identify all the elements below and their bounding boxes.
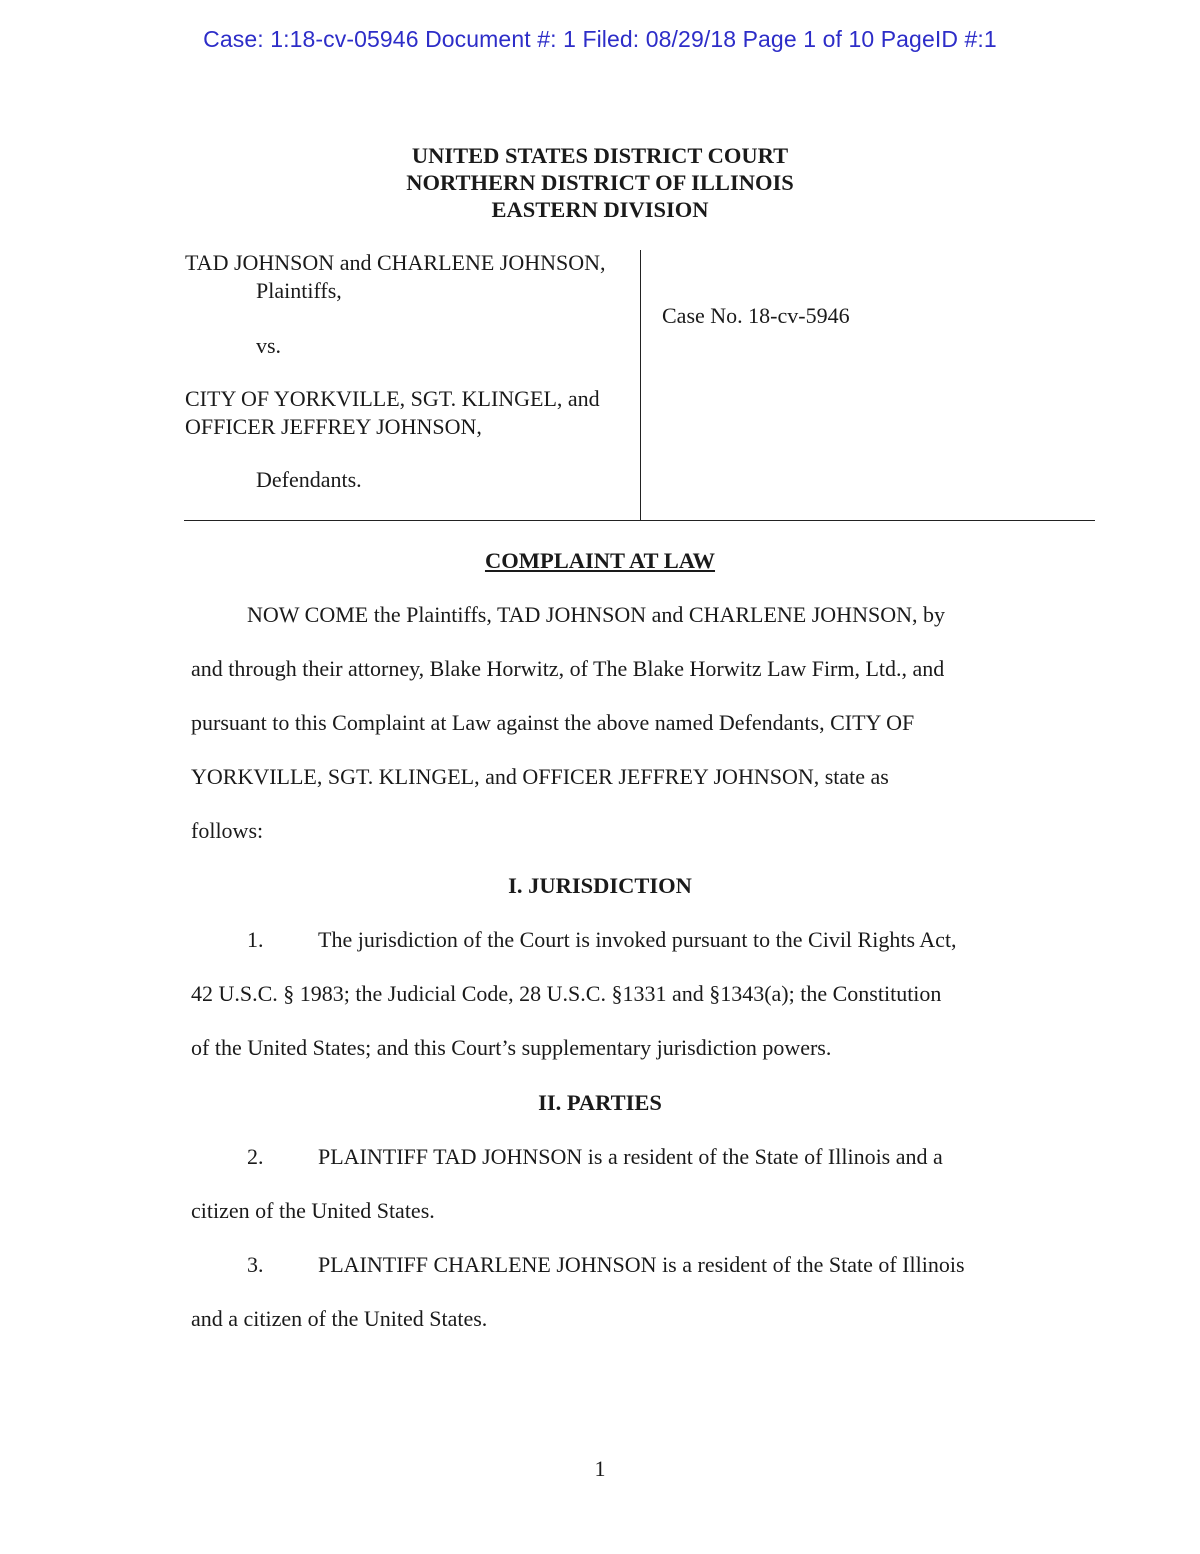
- paragraph-line: and a citizen of the United States.: [191, 1306, 488, 1331]
- caption-divider: [640, 250, 641, 520]
- paragraph-number: 2.: [247, 1144, 264, 1169]
- paragraph-line: citizen of the United States.: [191, 1198, 435, 1223]
- paragraph-line: PLAINTIFF TAD JOHNSON is a resident of the State of Illinois and a: [318, 1144, 943, 1169]
- intro-line: NOW COME the Plaintiffs, TAD JOHNSON and CHARLENE JOHNSON, by: [247, 602, 945, 627]
- document-title: COMPLAINT AT LAW: [484, 548, 716, 573]
- intro-line: and through their attorney, Blake Horwitz, of The Blake Horwitz Law Firm, Ltd., and: [191, 656, 945, 681]
- caption-rule: [184, 520, 1095, 521]
- defendants-names-line1: CITY OF YORKVILLE, SGT. KLINGEL, and: [185, 386, 600, 411]
- paragraph-line: The jurisdiction of the Court is invoked pursuant to the Civil Rights Act,: [318, 927, 957, 952]
- court-division: EASTERN DIVISION: [491, 197, 709, 222]
- court-district: NORTHERN DISTRICT OF ILLINOIS: [406, 170, 794, 195]
- paragraph-line: PLAINTIFF CHARLENE JOHNSON is a resident of the State of Illinois: [318, 1252, 965, 1277]
- case-number: Case No. 18-cv-5946: [662, 303, 850, 328]
- court-name: UNITED STATES DISTRICT COURT: [411, 143, 789, 168]
- intro-line: YORKVILLE, SGT. KLINGEL, and OFFICER JEFFREY JOHNSON, state as: [191, 764, 889, 789]
- paragraph-line: of the United States; and this Court’s supplementary jurisdiction powers.: [191, 1035, 832, 1060]
- plaintiffs-names: TAD JOHNSON and CHARLENE JOHNSON,: [185, 250, 606, 275]
- section-heading-jurisdiction: I. JURISDICTION: [508, 873, 692, 898]
- intro-line: follows:: [191, 818, 264, 843]
- plaintiffs-label: Plaintiffs,: [256, 278, 342, 303]
- paragraph-number: 3.: [247, 1252, 264, 1277]
- versus-label: vs.: [256, 333, 282, 358]
- court-heading: [0, 142, 1200, 223]
- paragraph-line: 42 U.S.C. § 1983; the Judicial Code, 28 U.S.C. §1331 and §1343(a); the Constitution: [191, 981, 942, 1006]
- paragraph-number: 1.: [247, 927, 264, 952]
- page-number: 1: [594, 1456, 606, 1481]
- defendants-names-line2: OFFICER JEFFREY JOHNSON,: [185, 414, 482, 439]
- section-heading-parties: II. PARTIES: [538, 1090, 662, 1115]
- intro-line: pursuant to this Complaint at Law against the above named Defendants, CITY OF: [191, 710, 915, 735]
- defendants-label: Defendants.: [256, 467, 362, 492]
- filing-stamp: Case: 1:18-cv-05946 Document #: 1 Filed: 08/29/18 Page 1 of 10 PageID #:1: [203, 26, 997, 52]
